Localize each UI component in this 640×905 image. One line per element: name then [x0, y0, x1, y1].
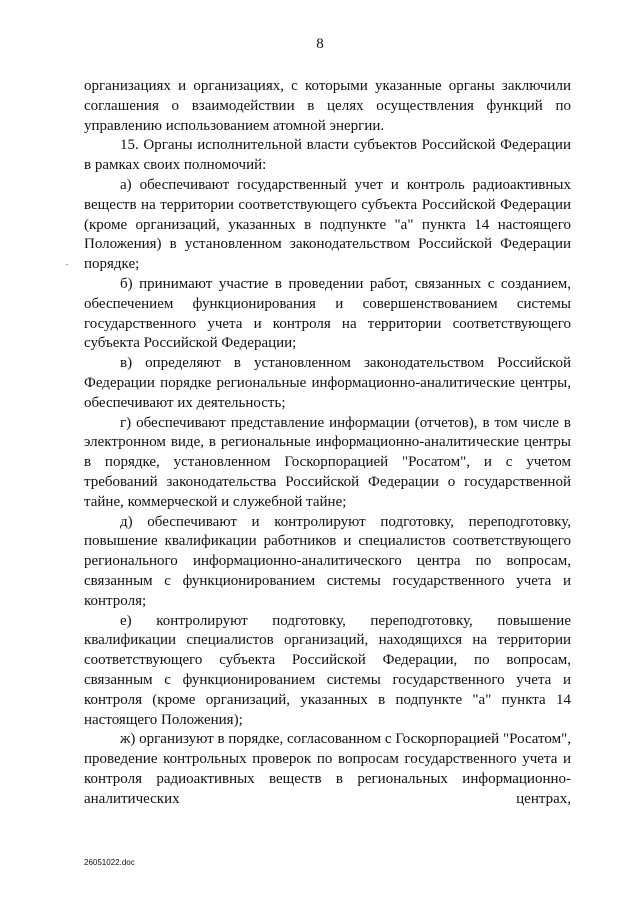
paragraph-item-b: б) принимают участие в проведении работ, связанных с созданием, обеспечением функционирования и совершенствованием системы государственного учета и контроля на территории соответствующего субъекта Российской Федерации;: [84, 275, 571, 352]
margin-mark: .: [66, 258, 68, 267]
paragraph-continuation: организациях и организациях, с которыми указанные органы заключили соглашения о взаимодействии в целях осуществления функций по управлению использованием атомной энергии.: [84, 78, 571, 134]
paragraph-item-d: д) обеспечивают и контролируют подготовку, переподготовку, повышение квалификации работников и специалистов соответствующего регионального информационно-аналитического центра по вопросам, связанным с функционированием системы государственного учета и контроля;: [84, 513, 571, 609]
paragraph-item-e: е) контролируют подготовку, переподготовку, повышение квалификации специалистов организаций, находящихся на территории соответствующего субъекта Российской Федерации, по вопросам, связанным с функционированием системы государственного учета и контроля (кроме организаций, указанных в подпункте "а" пункта 14 настоящего Положения);: [84, 612, 571, 728]
page-number: 8: [316, 36, 324, 52]
file-name-footer: 26051022.doc: [84, 858, 135, 867]
paragraph-item-a: а) обеспечивают государственный учет и контроль радиоактивных веществ на территории соответствующего субъекта Российской Федерации (кроме организаций, указанных в подпункте "а" пункта 14 настоящего Положения) в установленном законодательством Российской Федерации порядке;: [84, 176, 571, 273]
paragraph-item-v: в) определяют в установленном законодательством Российской Федерации порядке региональные информационно-аналитические центры, обеспечивают их деятельность;: [84, 355, 571, 411]
paragraph-item-g: г) обеспечивают представление информации (отчетов), в том числе в электронном виде, в региональные информационно-аналитические центры в порядке, установленном Госкорпорацией "Росатом", и с учетом требований законодательства Российской Федерации о государственной тайне, коммерческой и служебной тайне;: [84, 414, 571, 510]
paragraph-clause-15: 15. Органы исполнительной власти субъектов Российской Федерации в рамках своих полномочий:: [84, 137, 571, 174]
document-body: [84, 77, 571, 809]
paragraph-item-zh: ж) организуют в порядке, согласованном с Госкорпорацией "Росатом", проведение контрольных проверок по вопросам государственного учета и контроля радиоактивных веществ в региональных информационно-аналитических центрах,: [84, 731, 571, 807]
